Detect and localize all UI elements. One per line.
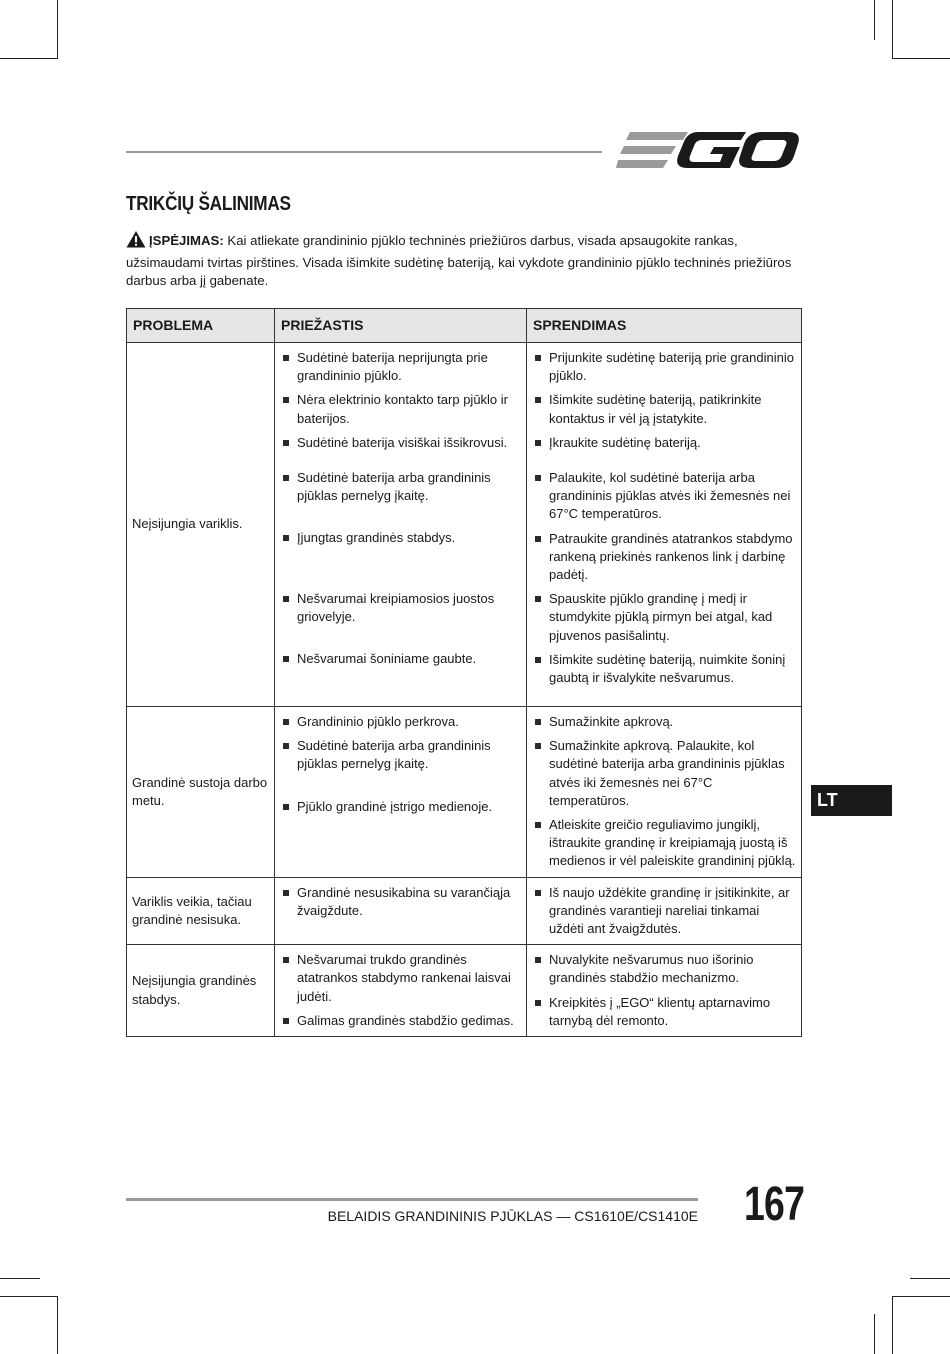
list-item: Pjūklo grandinė įstrigo medienoje.: [280, 798, 521, 816]
problem-cell: Neįsijungia grandinės stabdys.: [127, 945, 275, 1037]
list-item: Grandinė nesusikabina su varančiąja žvaigždute.: [280, 884, 521, 920]
problem-cell: Grandinė sustoja darbo metu.: [127, 707, 275, 878]
crop-mark: [892, 58, 950, 59]
list-item: Prijunkite sudėtinę bateriją prie grandininio pjūklo.: [532, 349, 796, 385]
solution-cell: [527, 707, 802, 878]
list-item: Iš naujo uždėkite grandinę ir įsitikinkite, ar grandinės varantieji nareliai tinkamai uždėti ant žvaigždutės.: [532, 884, 796, 939]
header-rule: [126, 151, 602, 153]
crop-mark: [892, 1296, 950, 1297]
crop-mark: [874, 1314, 875, 1354]
footer-rule: [126, 1198, 698, 1201]
list-item: Įkraukite sudėtinę bateriją.: [532, 434, 796, 452]
list-item: Palaukite, kol sudėtinė baterija arba grandininis pjūklas atvės iki žemesnės nei 67°C temperatūros.: [532, 469, 796, 524]
warning-paragraph: [126, 230, 800, 291]
table-row: [127, 877, 802, 945]
list-item: Nešvarumai kreipiamosios juostos griovelyje.: [280, 590, 521, 644]
crop-mark: [57, 0, 58, 58]
list-item: Sudėtinė baterija arba grandininis pjūklas pernelyg įkaitę.: [280, 469, 521, 523]
list-item: Išimkite sudėtinę bateriją, patikrinkite kontaktus ir vėl ją įstatykite.: [532, 391, 796, 427]
solution-cell: [527, 877, 802, 945]
language-tab: LT: [811, 785, 892, 816]
list-item: Atleiskite greičio reguliavimo jungiklį, ištraukite grandinę ir kreipiamąją juostą iš medienos ir vėl paleiskite grandininį pjūklą.: [532, 816, 796, 871]
list-item: Sumažinkite apkrovą.: [532, 713, 796, 731]
list-item: Nešvarumai šoniniame gaubte.: [280, 650, 521, 668]
list-item: Sumažinkite apkrovą. Palaukite, kol sudėtinė baterija arba grandininis pjūklas atvės iki žemesnės nei 67°C temperatūros.: [532, 737, 796, 810]
column-header-problem: PROBLEMA: [127, 309, 275, 343]
column-header-solution: SPRENDIMAS: [527, 309, 802, 343]
footer-product-title: BELAIDIS GRANDININIS PJŪKLAS — CS1610E/CS1410E: [327, 1208, 698, 1224]
warning-triangle-icon: [126, 230, 146, 254]
crop-mark: [874, 0, 875, 40]
crop-mark: [0, 58, 58, 59]
solution-cell: [527, 343, 802, 707]
ego-logo: [616, 130, 800, 177]
warning-text: Kai atliekate grandininio pjūklo techninės priežiūros darbus, visada apsaugokite rankas, užsimaudami tvirtas pirštines. Visada išimkite sudėtinę bateriją, kai vykdote grandininio pjūklo techninės priežiūros darbus arba jį gabenate.: [126, 233, 792, 288]
table-header-row: [127, 309, 802, 343]
table-row: [127, 343, 802, 707]
list-item: Sudėtinė baterija visiškai išsikrovusi.: [280, 434, 521, 452]
list-item: Spauskite pjūklo grandinę į medį ir stumdykite pjūklą pirmyn bei atgal, kad pjuvenos pasišalintų.: [532, 590, 796, 645]
column-header-cause: PRIEŽASTIS: [275, 309, 527, 343]
list-item: Nešvarumai trukdo grandinės atatrankos stabdymo rankenai laisvai judėti.: [280, 951, 521, 1006]
crop-mark: [0, 1278, 40, 1279]
crop-mark: [910, 1278, 950, 1279]
cause-cell: [275, 343, 527, 707]
cause-cell: [275, 945, 527, 1037]
troubleshooting-table: [126, 308, 802, 1037]
crop-mark: [892, 1296, 893, 1354]
crop-mark: [57, 1296, 58, 1354]
solution-cell: [527, 945, 802, 1037]
list-item: Sudėtinė baterija neprijungta prie grandininio pjūklo.: [280, 349, 521, 385]
list-item: Nuvalykite nešvarumus nuo išorinio grandinės stabdžio mechanizmo.: [532, 951, 796, 987]
crop-mark: [892, 0, 893, 58]
problem-cell: Neįsijungia variklis.: [127, 343, 275, 707]
table-row: [127, 707, 802, 878]
page-title: TRIKČIŲ ŠALINIMAS: [126, 193, 291, 215]
warning-label: ĮSPĖJIMAS:: [149, 233, 224, 248]
list-item: Galimas grandinės stabdžio gedimas.: [280, 1012, 521, 1030]
list-item: Patraukite grandinės atatrankos stabdymo rankeną priekinės rankenos link į darbinę padėtį.: [532, 530, 796, 585]
problem-cell: Variklis veikia, tačiau grandinė nesisuka.: [127, 877, 275, 945]
list-item: Išimkite sudėtinę bateriją, nuimkite šoninį gaubtą ir išvalykite nešvarumus.: [532, 651, 796, 687]
page-number: 167: [744, 1178, 805, 1231]
crop-mark: [0, 1296, 58, 1297]
list-item: Grandininio pjūklo perkrova.: [280, 713, 521, 731]
cause-cell: [275, 707, 527, 878]
list-item: Įjungtas grandinės stabdys.: [280, 529, 521, 583]
list-item: Kreipkitės į „EGO“ klientų aptarnavimo tarnybą dėl remonto.: [532, 994, 796, 1030]
list-item: Sudėtinė baterija arba grandininis pjūklas pernelyg įkaitę.: [280, 737, 521, 791]
list-item: Nėra elektrinio kontakto tarp pjūklo ir baterijos.: [280, 391, 521, 427]
table-row: [127, 945, 802, 1037]
cause-cell: [275, 877, 527, 945]
